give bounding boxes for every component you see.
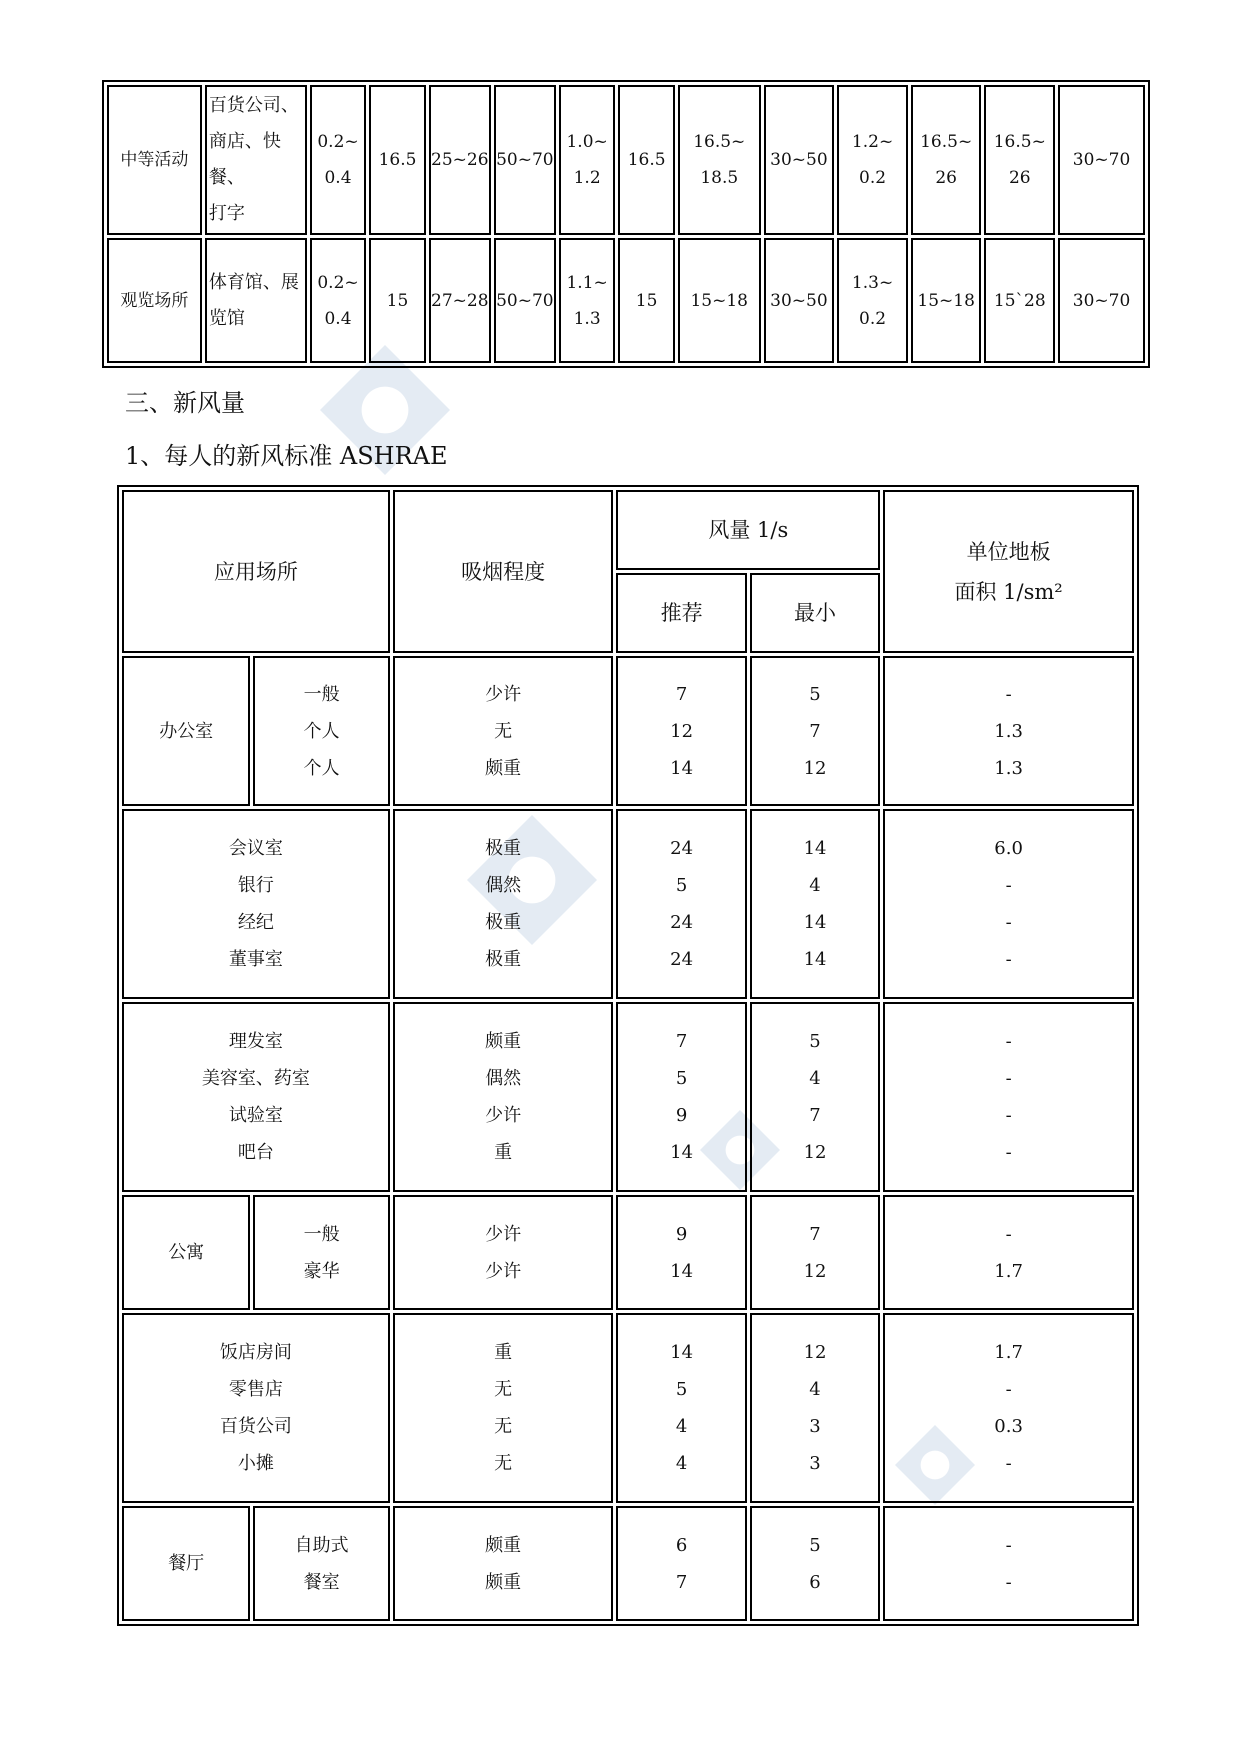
value-cell: 15: [618, 238, 675, 363]
group-label: 公寓: [122, 1195, 250, 1310]
value-cell: 16.5: [618, 85, 675, 235]
table-row: [122, 809, 1134, 999]
recommended-list: 14 5 4 4: [616, 1313, 746, 1503]
smoking-list: 少许 无 颇重: [393, 656, 614, 806]
value-cell: 16.5: [369, 85, 426, 235]
minimum-list: 5 7 12: [750, 656, 880, 806]
header-airflow: 风量 1/s: [616, 490, 880, 570]
smoking-list: 少许 少许: [393, 1195, 614, 1310]
activity-category: 中等活动: [107, 85, 202, 235]
recommended-list: 7 12 14: [616, 656, 746, 806]
activity-place: 百货公司、 商店、快餐、 打字: [205, 85, 307, 235]
value-cell: 30~50: [764, 85, 835, 235]
value-cell: 1.0~ 1.2: [559, 85, 616, 235]
table-row: [122, 1313, 1134, 1503]
value-cell: 16.5~ 26: [984, 85, 1055, 235]
value-cell: 15~18: [911, 238, 982, 363]
value-cell: 16.5~ 26: [911, 85, 982, 235]
value-cell: 25~26: [429, 85, 491, 235]
place-list: 理发室 美容室、药室 试验室 吧台: [122, 1002, 390, 1192]
table-row: [122, 1506, 1134, 1621]
value-cell: 1.2~ 0.2: [837, 85, 908, 235]
header-recommended: 推荐: [616, 573, 746, 653]
recommended-list: 6 7: [616, 1506, 746, 1621]
floor-area-list: - -: [883, 1506, 1134, 1621]
group-label: 餐厅: [122, 1506, 250, 1621]
value-cell: 15~18: [678, 238, 761, 363]
value-cell: 30~70: [1058, 85, 1145, 235]
minimum-list: 12 4 3 3: [750, 1313, 880, 1503]
activity-place: 体育馆、展 览馆: [205, 238, 307, 363]
subsection-title: 1、每人的新风标准 ASHRAE: [125, 442, 448, 470]
value-cell: 30~50: [764, 238, 835, 363]
table-row: [122, 656, 1134, 806]
value-cell: 30~70: [1058, 238, 1145, 363]
value-cell: 1.1~ 1.3: [559, 238, 616, 363]
sub-place-list: 一般 个人 个人: [253, 656, 389, 806]
recommended-list: 7 5 9 14: [616, 1002, 746, 1192]
value-cell: 15`28: [984, 238, 1055, 363]
value-cell: 0.2~ 0.4: [310, 85, 367, 235]
value-cell: 15: [369, 238, 426, 363]
value-cell: 50~70: [494, 238, 556, 363]
minimum-list: 5 4 7 12: [750, 1002, 880, 1192]
smoking-list: 颇重 偶然 少许 重: [393, 1002, 614, 1192]
table-row: [107, 238, 1145, 363]
fresh-air-table: [117, 485, 1139, 1626]
smoking-list: 极重 偶然 极重 极重: [393, 809, 614, 999]
recommended-list: 9 14: [616, 1195, 746, 1310]
value-cell: 27~28: [429, 238, 491, 363]
floor-area-list: 6.0 - - -: [883, 809, 1134, 999]
table-row: [107, 85, 1145, 235]
value-cell: 0.2~ 0.4: [310, 238, 367, 363]
activity-table: [102, 80, 1150, 368]
header-floor-area: 单位地板 面积 1/sm²: [883, 490, 1134, 653]
section-title: 三、新风量: [125, 389, 245, 417]
floor-area-list: - 1.3 1.3: [883, 656, 1134, 806]
table-row: [122, 1195, 1134, 1310]
sub-place-list: 一般 豪华: [253, 1195, 389, 1310]
floor-area-list: - 1.7: [883, 1195, 1134, 1310]
activity-category: 观览场所: [107, 238, 202, 363]
header-minimum: 最小: [750, 573, 880, 653]
smoking-list: 颇重 颇重: [393, 1506, 614, 1621]
table-row: [122, 1002, 1134, 1192]
minimum-list: 7 12: [750, 1195, 880, 1310]
floor-area-list: 1.7 - 0.3 -: [883, 1313, 1134, 1503]
smoking-list: 重 无 无 无: [393, 1313, 614, 1503]
place-list: 饭店房间 零售店 百货公司 小摊: [122, 1313, 390, 1503]
sub-place-list: 自助式 餐室: [253, 1506, 389, 1621]
value-cell: 16.5~ 18.5: [678, 85, 761, 235]
value-cell: 1.3~ 0.2: [837, 238, 908, 363]
minimum-list: 5 6: [750, 1506, 880, 1621]
value-cell: 50~70: [494, 85, 556, 235]
minimum-list: 14 4 14 14: [750, 809, 880, 999]
place-list: 会议室 银行 经纪 董事室: [122, 809, 390, 999]
header-smoking: 吸烟程度: [393, 490, 614, 653]
group-label: 办公室: [122, 656, 250, 806]
header-place: 应用场所: [122, 490, 390, 653]
recommended-list: 24 5 24 24: [616, 809, 746, 999]
floor-area-list: - - - -: [883, 1002, 1134, 1192]
